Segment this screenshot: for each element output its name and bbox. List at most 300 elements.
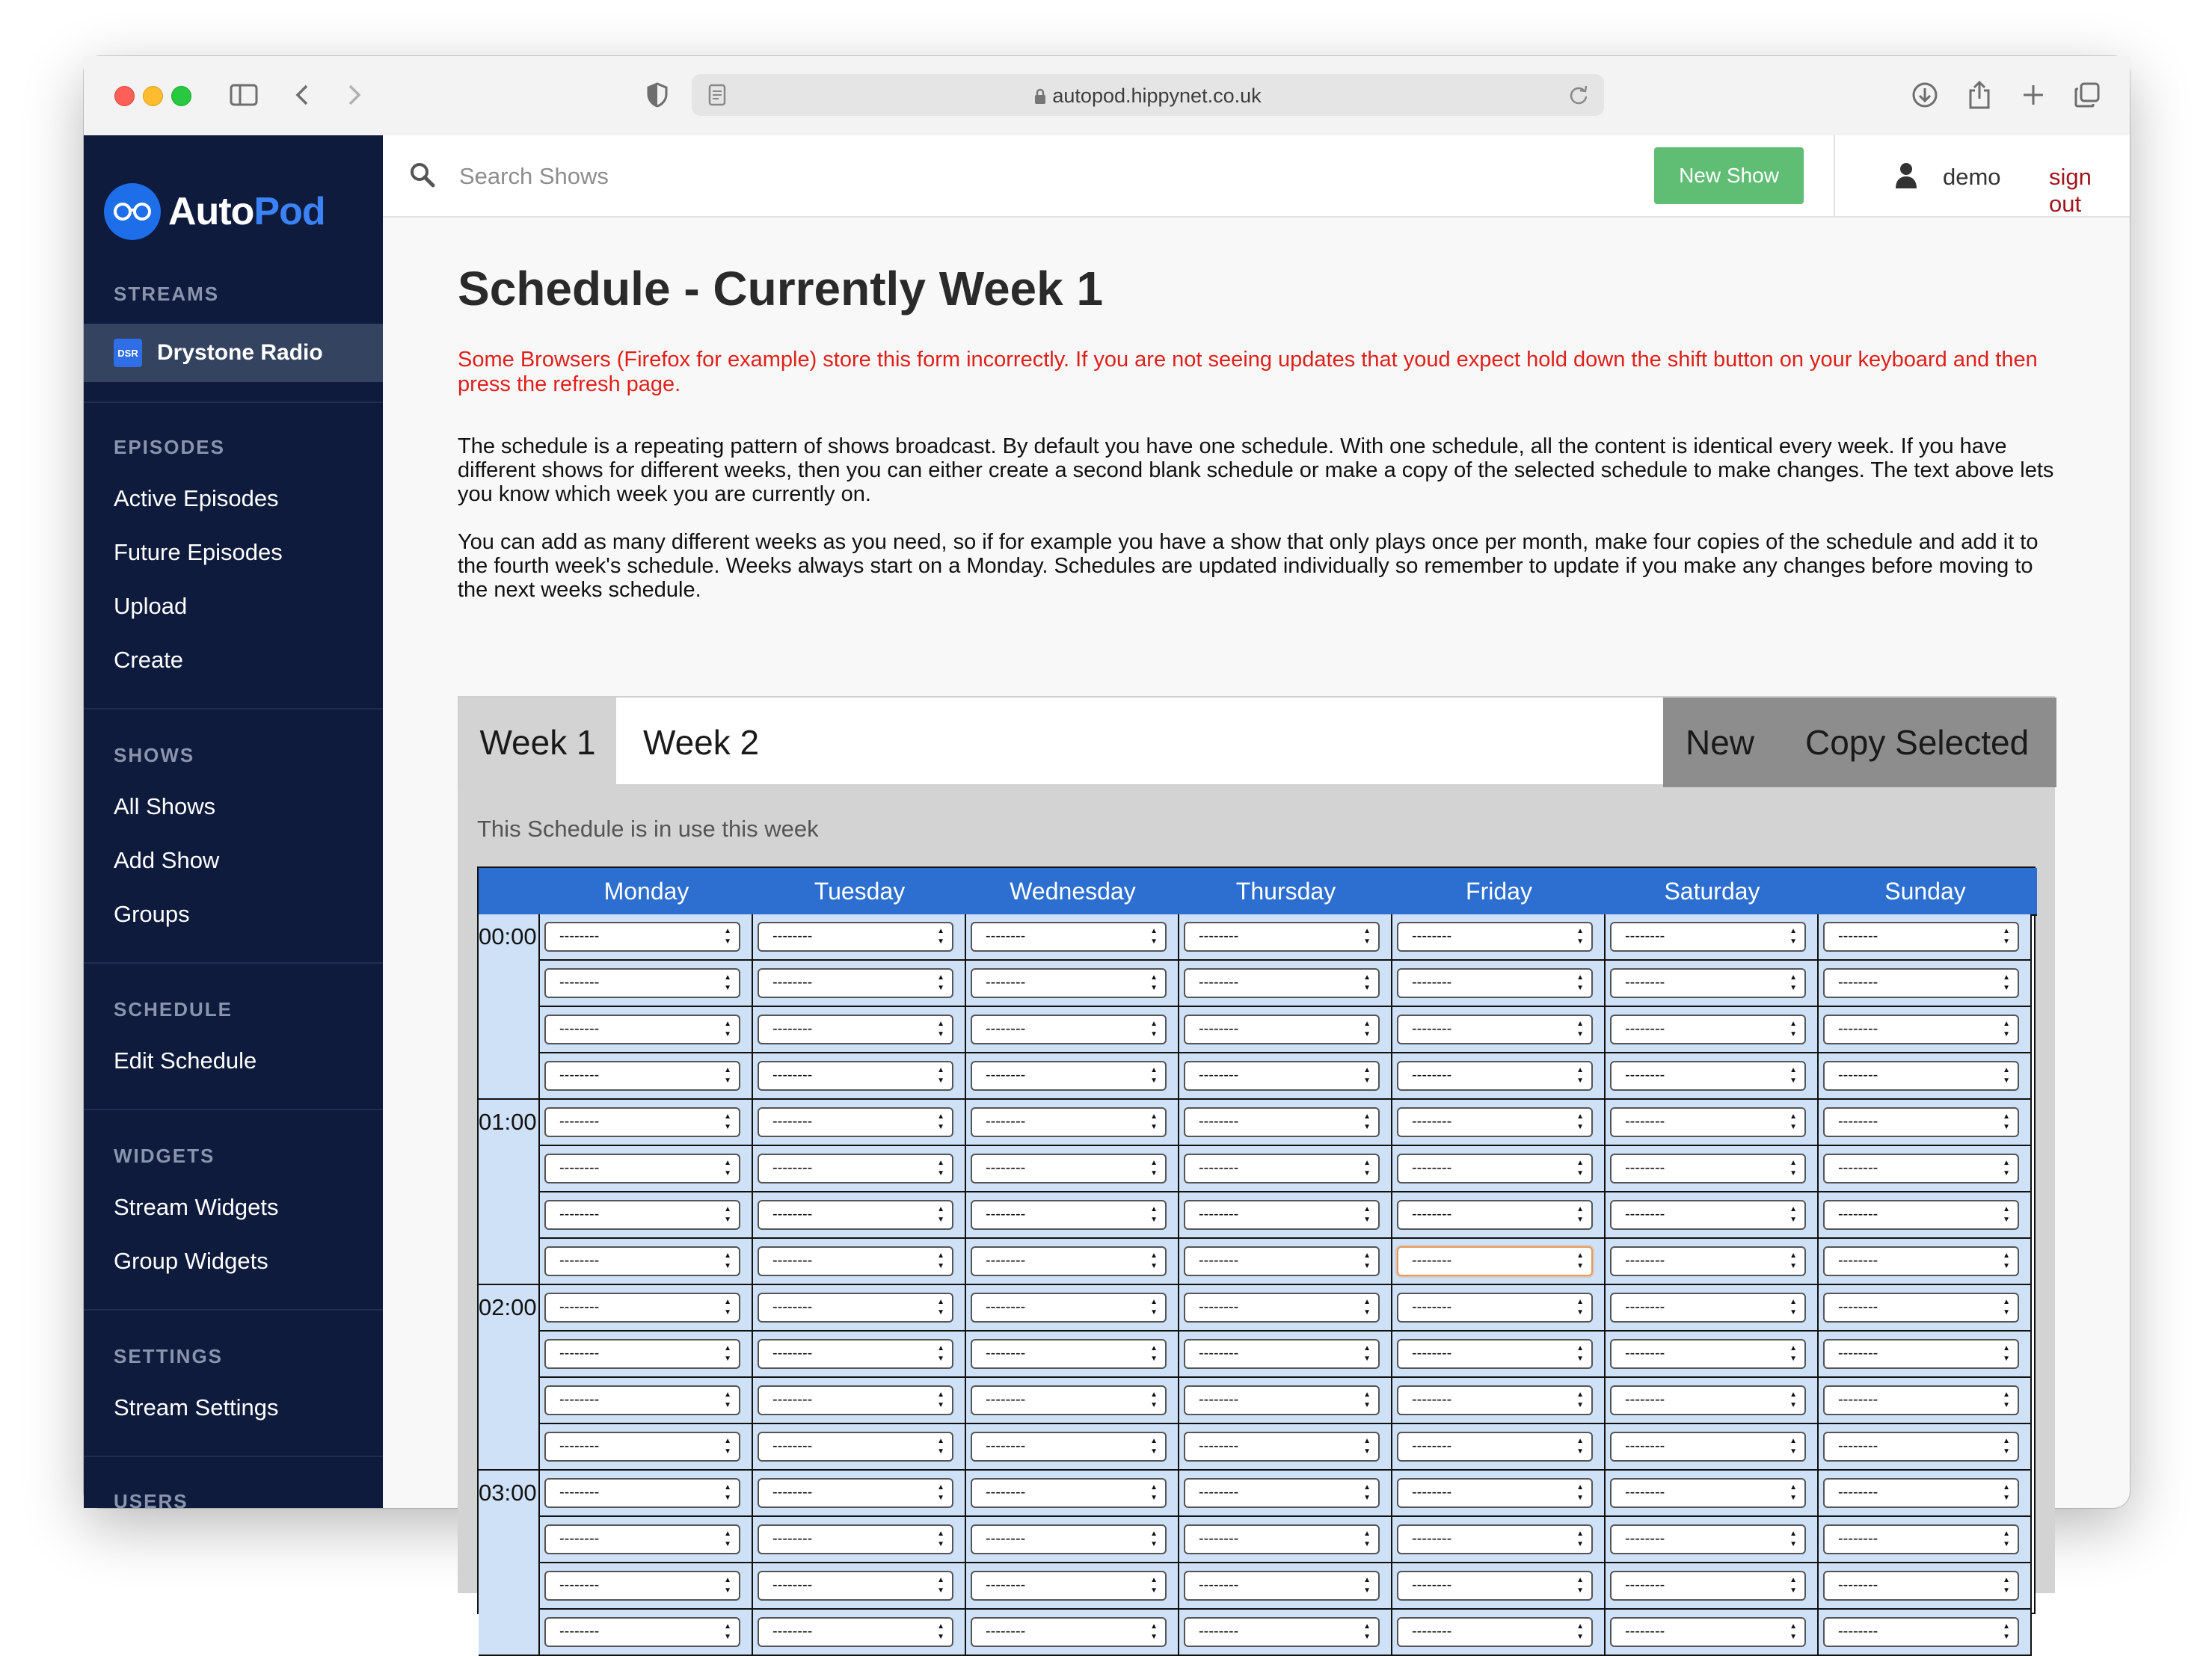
select-arrows-icon: ▲ ▼ — [937, 1252, 944, 1270]
select-value: -------- — [772, 1067, 813, 1083]
show-select-monday[interactable] — [544, 1107, 740, 1137]
select-arrows-icon: ▲ ▼ — [1363, 1344, 1371, 1363]
schedule-cell — [540, 1332, 753, 1378]
select-value: -------- — [1412, 1391, 1452, 1408]
select-arrows-icon: ▲ ▼ — [2003, 1530, 2010, 1548]
show-select-wednesday[interactable] — [971, 1524, 1167, 1554]
show-select-wednesday[interactable] — [971, 968, 1167, 998]
select-arrows-icon: ▲ ▼ — [724, 1437, 731, 1456]
new-schedule-button[interactable]: New — [1686, 723, 1755, 762]
select-value: -------- — [1625, 1577, 1665, 1593]
show-select-tuesday[interactable] — [758, 1617, 953, 1647]
select-value: -------- — [559, 1252, 600, 1269]
show-select-friday[interactable] — [1397, 1339, 1593, 1369]
select-value: -------- — [1838, 1530, 1878, 1547]
tab-week-1[interactable]: Week 1 — [459, 698, 616, 787]
select-value: -------- — [1838, 1345, 1878, 1361]
schedule-cell — [966, 1239, 1179, 1285]
select-value: -------- — [772, 1577, 813, 1593]
select-value: -------- — [772, 1391, 813, 1408]
schedule-cell — [1179, 1517, 1392, 1563]
user-icon — [1895, 162, 1917, 193]
show-select-sunday[interactable] — [1823, 1524, 2019, 1554]
show-select-tuesday[interactable] — [758, 1385, 953, 1415]
show-select-saturday[interactable] — [1610, 1571, 1806, 1601]
schedule-cell — [1606, 1471, 1819, 1517]
schedule-cell — [966, 961, 1179, 1007]
schedule-cell — [753, 1007, 966, 1053]
select-arrows-icon: ▲ ▼ — [1150, 1576, 1158, 1595]
day-header-thursday: Thursday — [1235, 877, 1336, 905]
zoom-window-button[interactable] — [171, 86, 191, 106]
select-arrows-icon: ▲ ▼ — [937, 1622, 944, 1641]
show-select-thursday[interactable] — [1184, 1385, 1380, 1415]
schedule-cell — [1606, 1053, 1819, 1100]
show-select-tuesday[interactable] — [758, 1571, 953, 1601]
show-select-saturday[interactable] — [1610, 1432, 1806, 1462]
select-value: -------- — [1838, 1577, 1878, 1593]
show-select-friday[interactable] — [1397, 1432, 1593, 1462]
show-select-thursday[interactable] — [1184, 1339, 1380, 1369]
show-select-friday[interactable] — [1397, 1478, 1593, 1508]
select-value: -------- — [1199, 1530, 1239, 1547]
show-select-saturday[interactable] — [1610, 1107, 1806, 1137]
select-arrows-icon: ▲ ▼ — [1789, 1483, 1797, 1502]
reload-icon[interactable] — [1568, 84, 1589, 110]
episodes-heading: EPISODES — [114, 436, 225, 458]
select-arrows-icon: ▲ ▼ — [1363, 973, 1371, 992]
schedule-cell — [1606, 1239, 1819, 1285]
close-window-button[interactable] — [114, 86, 135, 106]
schedule-cell — [1606, 1563, 1819, 1610]
streams-heading: STREAMS — [114, 283, 220, 305]
show-select-thursday[interactable] — [1184, 1246, 1380, 1276]
show-select-friday[interactable] — [1397, 1015, 1593, 1044]
select-value: -------- — [559, 1067, 600, 1083]
show-select-tuesday[interactable] — [758, 968, 953, 998]
show-select-friday[interactable] — [1397, 1154, 1593, 1183]
select-value: -------- — [559, 1623, 600, 1640]
show-select-friday[interactable] — [1397, 1571, 1593, 1601]
show-select-wednesday[interactable] — [971, 1107, 1167, 1137]
show-select-friday[interactable] — [1397, 1246, 1593, 1276]
new-show-button[interactable]: New Show — [1654, 147, 1804, 204]
schedule-cell — [540, 1424, 753, 1471]
show-select-thursday[interactable] — [1184, 922, 1380, 952]
select-value: -------- — [559, 1530, 600, 1547]
select-arrows-icon: ▲ ▼ — [937, 1576, 944, 1595]
select-arrows-icon: ▲ ▼ — [1576, 1391, 1584, 1409]
show-select-thursday[interactable] — [1184, 1061, 1380, 1091]
day-header-monday: Monday — [603, 877, 689, 905]
schedule-cell — [1819, 1332, 2032, 1378]
select-arrows-icon: ▲ ▼ — [1150, 1252, 1158, 1270]
select-arrows-icon: ▲ ▼ — [1789, 1066, 1797, 1085]
show-select-friday[interactable] — [1397, 1524, 1593, 1554]
sidebar-divider — [84, 962, 383, 964]
select-value: -------- — [559, 1113, 600, 1130]
copy-selected-button[interactable]: Copy Selected — [1805, 723, 2030, 762]
schedule-cell — [1179, 1192, 1392, 1239]
select-value: -------- — [986, 1113, 1026, 1130]
show-select-sunday[interactable] — [1823, 1154, 2019, 1183]
show-select-wednesday[interactable] — [971, 1339, 1167, 1369]
select-arrows-icon: ▲ ▼ — [1576, 1576, 1584, 1595]
show-select-saturday[interactable] — [1610, 922, 1806, 952]
select-arrows-icon: ▲ ▼ — [2003, 1020, 2010, 1038]
show-select-saturday[interactable] — [1610, 1478, 1806, 1508]
select-value: -------- — [986, 1299, 1026, 1315]
select-arrows-icon: ▲ ▼ — [1789, 1112, 1797, 1131]
select-arrows-icon: ▲ ▼ — [724, 1066, 731, 1085]
show-select-wednesday[interactable] — [971, 1015, 1167, 1044]
schedule-cell — [1179, 1100, 1392, 1146]
sidebar-divider — [84, 1109, 383, 1110]
sidebar-item-active-episodes[interactable]: Active Episodes — [114, 485, 279, 511]
select-arrows-icon: ▲ ▼ — [1363, 1437, 1371, 1456]
sidebar-toggle-icon[interactable] — [227, 79, 260, 111]
show-select-monday[interactable] — [544, 1246, 740, 1276]
sidebar-divider — [84, 708, 383, 710]
show-select-monday[interactable] — [544, 1015, 740, 1044]
select-value: -------- — [1199, 1113, 1239, 1130]
show-select-wednesday[interactable] — [971, 1200, 1167, 1230]
main-content — [383, 218, 2130, 1641]
show-select-wednesday[interactable] — [971, 1246, 1167, 1276]
schedule-cell — [1179, 1007, 1392, 1053]
show-select-wednesday[interactable] — [971, 1617, 1167, 1647]
select-value: -------- — [1412, 1067, 1452, 1083]
schedule-cell — [540, 1378, 753, 1424]
select-value: -------- — [1412, 1577, 1452, 1593]
downloads-icon[interactable] — [1908, 79, 1941, 111]
sidebar-item-groups[interactable]: Groups — [114, 901, 190, 927]
schedule-cell — [1819, 1192, 2032, 1239]
show-select-thursday[interactable] — [1184, 1107, 1380, 1137]
select-arrows-icon: ▲ ▼ — [1789, 1344, 1797, 1363]
show-select-wednesday[interactable] — [971, 1293, 1167, 1323]
schedule-cell — [753, 1332, 966, 1378]
show-select-saturday[interactable] — [1610, 1246, 1806, 1276]
show-select-monday[interactable] — [544, 1478, 740, 1508]
select-value: -------- — [1199, 1252, 1239, 1269]
show-select-thursday[interactable] — [1184, 1200, 1380, 1230]
schedule-cell — [1606, 1517, 1819, 1563]
select-arrows-icon: ▲ ▼ — [2003, 1112, 2010, 1131]
select-value: -------- — [1199, 1623, 1239, 1640]
show-select-friday[interactable] — [1397, 1385, 1593, 1415]
select-arrows-icon: ▲ ▼ — [1363, 1252, 1371, 1270]
schedule-cell — [1819, 1517, 2032, 1563]
show-select-friday[interactable] — [1397, 1200, 1593, 1230]
day-header-tuesday: Tuesday — [814, 877, 906, 905]
select-arrows-icon: ▲ ▼ — [724, 1391, 731, 1409]
show-select-friday[interactable] — [1397, 1107, 1593, 1137]
show-select-thursday[interactable] — [1184, 1478, 1380, 1508]
show-select-sunday[interactable] — [1823, 1107, 2019, 1137]
schedule-cell — [1179, 914, 1392, 961]
select-value: -------- — [1838, 928, 1878, 944]
week-tabs — [458, 696, 2055, 786]
sidebar-divider — [84, 1309, 383, 1311]
select-value: -------- — [1199, 1206, 1239, 1222]
show-select-monday[interactable] — [544, 1339, 740, 1369]
select-value: -------- — [1412, 1160, 1452, 1176]
select-value: -------- — [559, 1345, 600, 1361]
select-arrows-icon: ▲ ▼ — [937, 1437, 944, 1456]
select-value: -------- — [559, 928, 600, 944]
show-select-tuesday[interactable] — [758, 1015, 953, 1044]
show-select-monday[interactable] — [544, 1293, 740, 1323]
select-arrows-icon: ▲ ▼ — [937, 973, 944, 992]
show-select-tuesday[interactable] — [758, 1339, 953, 1369]
schedule-cell — [1392, 1285, 1606, 1332]
select-value: -------- — [1412, 928, 1452, 944]
forward-icon[interactable] — [338, 79, 371, 111]
select-value: -------- — [772, 1438, 813, 1454]
schedule-weeks-description: You can add as many different weeks as you need, so if for example you have a show that only plays once per month, make four copies of the schedule and add it to the fourth week's schedule. Weeks always start on a Monday. Schedules are updated individually so remember to update if you make any changes before moving to the next weeks schedule. — [458, 530, 2039, 602]
show-select-thursday[interactable] — [1184, 1524, 1380, 1554]
show-select-monday[interactable] — [544, 1617, 740, 1647]
show-select-saturday[interactable] — [1610, 1385, 1806, 1415]
show-select-tuesday[interactable] — [758, 922, 953, 952]
sign-out-link[interactable]: sign out — [2049, 164, 2092, 217]
schedule-cell — [1392, 1424, 1606, 1471]
address-bar[interactable] — [692, 74, 1604, 116]
schedule-cell — [540, 1610, 753, 1656]
show-select-thursday[interactable] — [1184, 1015, 1380, 1044]
select-arrows-icon: ▲ ▼ — [1150, 1205, 1158, 1224]
select-value: -------- — [986, 1345, 1026, 1361]
show-select-tuesday[interactable] — [758, 1246, 953, 1276]
show-select-monday[interactable] — [544, 1571, 740, 1601]
day-header-sunday: Sunday — [1884, 877, 1966, 905]
select-value: -------- — [1199, 1021, 1239, 1037]
header-divider — [1834, 135, 1835, 216]
show-select-wednesday[interactable] — [971, 922, 1167, 952]
day-header-wednesday: Wednesday — [1010, 877, 1136, 905]
show-select-tuesday[interactable] — [758, 1154, 953, 1183]
show-select-monday[interactable] — [544, 922, 740, 952]
show-select-sunday[interactable] — [1823, 922, 2019, 952]
sidebar-item-all-shows[interactable]: All Shows — [114, 793, 216, 819]
show-select-monday[interactable] — [544, 1524, 740, 1554]
show-select-saturday[interactable] — [1610, 1293, 1806, 1323]
show-select-sunday[interactable] — [1823, 1061, 2019, 1091]
show-select-monday[interactable] — [544, 1432, 740, 1462]
widgets-heading: WIDGETS — [114, 1145, 215, 1167]
show-select-sunday[interactable] — [1823, 1339, 2019, 1369]
select-arrows-icon: ▲ ▼ — [1789, 1159, 1797, 1178]
sidebar-item-create[interactable]: Create — [114, 647, 184, 673]
show-select-thursday[interactable] — [1184, 1154, 1380, 1183]
show-select-tuesday[interactable] — [758, 1061, 953, 1091]
show-select-sunday[interactable] — [1823, 1617, 2019, 1647]
show-select-wednesday[interactable] — [971, 1478, 1167, 1508]
show-select-sunday[interactable] — [1823, 1478, 2019, 1508]
show-select-wednesday[interactable] — [971, 1432, 1167, 1462]
search-input[interactable] — [458, 158, 984, 195]
show-select-sunday[interactable] — [1823, 1293, 2019, 1323]
share-icon[interactable] — [1963, 79, 1996, 111]
show-select-saturday[interactable] — [1610, 1015, 1806, 1044]
sidebar-item-stream-settings[interactable]: Stream Settings — [114, 1394, 279, 1420]
show-select-thursday[interactable] — [1184, 1432, 1380, 1462]
shows-heading: SHOWS — [114, 744, 195, 766]
schedule-cell — [1606, 1610, 1819, 1656]
show-select-sunday[interactable] — [1823, 1432, 2019, 1462]
show-select-sunday[interactable] — [1823, 1200, 2019, 1230]
schedule-cell — [540, 1100, 753, 1146]
select-arrows-icon: ▲ ▼ — [1150, 1344, 1158, 1363]
search-icon — [410, 162, 435, 191]
show-select-friday[interactable] — [1397, 1617, 1593, 1647]
select-arrows-icon: ▲ ▼ — [1150, 1622, 1158, 1641]
show-select-thursday[interactable] — [1184, 1293, 1380, 1323]
select-arrows-icon: ▲ ▼ — [1576, 1112, 1584, 1131]
show-select-sunday[interactable] — [1823, 1246, 2019, 1276]
show-select-tuesday[interactable] — [758, 1200, 953, 1230]
select-value: -------- — [1838, 1021, 1878, 1037]
show-select-sunday[interactable] — [1823, 968, 2019, 998]
show-select-tuesday[interactable] — [758, 1524, 953, 1554]
select-value: -------- — [1625, 1021, 1665, 1037]
back-icon[interactable] — [286, 79, 319, 111]
time-label: 02:00 — [479, 1285, 540, 1471]
select-value: -------- — [1199, 928, 1239, 944]
sidebar-item-upload[interactable]: Upload — [114, 593, 188, 619]
select-arrows-icon: ▲ ▼ — [2003, 1066, 2010, 1085]
select-arrows-icon: ▲ ▼ — [2003, 973, 2010, 992]
show-select-saturday[interactable] — [1610, 1154, 1806, 1183]
show-select-wednesday[interactable] — [971, 1385, 1167, 1415]
users-heading: USERS — [114, 1490, 188, 1512]
schedule-cell — [753, 1517, 966, 1563]
show-select-thursday[interactable] — [1184, 1617, 1380, 1647]
schedule-cell — [753, 1146, 966, 1192]
show-select-monday[interactable] — [544, 1200, 740, 1230]
day-header-saturday: Saturday — [1664, 877, 1760, 905]
show-select-monday[interactable] — [544, 1061, 740, 1091]
schedule-cell — [1606, 1378, 1819, 1424]
select-arrows-icon: ▲ ▼ — [724, 1252, 731, 1270]
select-value: -------- — [1412, 1345, 1452, 1361]
schedule-cell — [540, 1053, 753, 1100]
tab-overview-icon[interactable] — [2071, 79, 2104, 111]
schedule-cell — [753, 1285, 966, 1332]
select-arrows-icon: ▲ ▼ — [724, 1112, 731, 1131]
schedule-cell — [1179, 1378, 1392, 1424]
select-value: -------- — [1412, 1438, 1452, 1454]
show-select-friday[interactable] — [1397, 968, 1593, 998]
minimize-window-button[interactable] — [143, 86, 163, 106]
select-value: -------- — [986, 1067, 1026, 1083]
sidebar-item-edit-schedule[interactable]: Edit Schedule — [114, 1047, 257, 1074]
select-arrows-icon: ▲ ▼ — [2003, 1344, 2010, 1363]
autopod-logo[interactable] — [104, 182, 325, 241]
show-select-saturday[interactable] — [1610, 1339, 1806, 1369]
schedule-description: The schedule is a repeating pattern of shows broadcast. By default you have one schedule. With one schedule, all the content is identical every week. If you have different shows for different weeks, then you can either create a second blank schedule or make a copy of the selected schedule to make changes. The text above lets you know which week you are currently on. — [458, 434, 2054, 506]
show-select-saturday[interactable] — [1610, 1200, 1806, 1230]
show-select-friday[interactable] — [1397, 1061, 1593, 1091]
sidebar-item-drystone-radio[interactable] — [84, 324, 383, 382]
show-select-sunday[interactable] — [1823, 1015, 2019, 1044]
select-arrows-icon: ▲ ▼ — [937, 1159, 944, 1178]
tab-week-2[interactable]: Week 2 — [643, 723, 760, 762]
select-arrows-icon: ▲ ▼ — [937, 1391, 944, 1409]
show-select-wednesday[interactable] — [971, 1571, 1167, 1601]
select-value: -------- — [1412, 1021, 1452, 1037]
select-arrows-icon: ▲ ▼ — [1363, 927, 1371, 946]
select-value: -------- — [1838, 974, 1878, 991]
show-select-sunday[interactable] — [1823, 1571, 2019, 1601]
schedule-cell — [966, 1192, 1179, 1239]
show-select-tuesday[interactable] — [758, 1107, 953, 1137]
select-arrows-icon: ▲ ▼ — [724, 1530, 731, 1548]
show-select-friday[interactable] — [1397, 1293, 1593, 1323]
show-select-tuesday[interactable] — [758, 1432, 953, 1462]
show-select-wednesday[interactable] — [971, 1154, 1167, 1183]
schedule-cell — [1392, 1471, 1606, 1517]
brand-name: AutoPod — [168, 190, 325, 233]
schedule-cell — [540, 914, 753, 961]
select-arrows-icon: ▲ ▼ — [1576, 1252, 1584, 1270]
select-value: -------- — [1199, 1391, 1239, 1408]
privacy-shield-icon[interactable] — [641, 79, 674, 111]
sidebar-item-future-episodes[interactable]: Future Episodes — [114, 539, 283, 565]
select-arrows-icon: ▲ ▼ — [2003, 1576, 2010, 1595]
schedule-cell — [1819, 1471, 2032, 1517]
select-arrows-icon: ▲ ▼ — [937, 927, 944, 946]
select-arrows-icon: ▲ ▼ — [2003, 1391, 2010, 1409]
show-select-sunday[interactable] — [1823, 1385, 2019, 1415]
show-select-saturday[interactable] — [1610, 968, 1806, 998]
show-select-saturday[interactable] — [1610, 1061, 1806, 1091]
show-select-wednesday[interactable] — [971, 1061, 1167, 1091]
show-select-tuesday[interactable] — [758, 1478, 953, 1508]
schedule-cell — [1392, 1517, 1606, 1563]
sidebar-item-group-widgets[interactable]: Group Widgets — [114, 1248, 268, 1274]
select-value: -------- — [1838, 1067, 1878, 1083]
new-tab-icon[interactable] — [2017, 79, 2050, 111]
schedule-cell — [966, 1563, 1179, 1610]
show-select-thursday[interactable] — [1184, 1571, 1380, 1601]
show-select-monday[interactable] — [544, 1154, 740, 1183]
select-arrows-icon: ▲ ▼ — [724, 1344, 731, 1363]
select-arrows-icon: ▲ ▼ — [1363, 1391, 1371, 1409]
show-select-friday[interactable] — [1397, 922, 1593, 952]
show-select-saturday[interactable] — [1610, 1524, 1806, 1554]
select-value: -------- — [559, 1299, 600, 1315]
schedule-cell — [1179, 1610, 1392, 1656]
select-arrows-icon: ▲ ▼ — [937, 1344, 944, 1363]
show-select-saturday[interactable] — [1610, 1617, 1806, 1647]
sidebar-item-stream-widgets[interactable]: Stream Widgets — [114, 1194, 279, 1220]
schedule-cell — [1179, 1424, 1392, 1471]
select-value: -------- — [1838, 1391, 1878, 1408]
show-select-tuesday[interactable] — [758, 1293, 953, 1323]
select-arrows-icon: ▲ ▼ — [937, 1066, 944, 1085]
schedule-cell — [1392, 961, 1606, 1007]
select-arrows-icon: ▲ ▼ — [1576, 1205, 1584, 1224]
show-select-monday[interactable] — [544, 968, 740, 998]
select-value: -------- — [772, 1484, 813, 1500]
schedule-cell — [1392, 1146, 1606, 1192]
show-select-monday[interactable] — [544, 1385, 740, 1415]
schedule-cell — [1179, 1053, 1392, 1100]
sidebar-item-add-show[interactable]: Add Show — [114, 847, 220, 873]
show-select-thursday[interactable] — [1184, 968, 1380, 998]
